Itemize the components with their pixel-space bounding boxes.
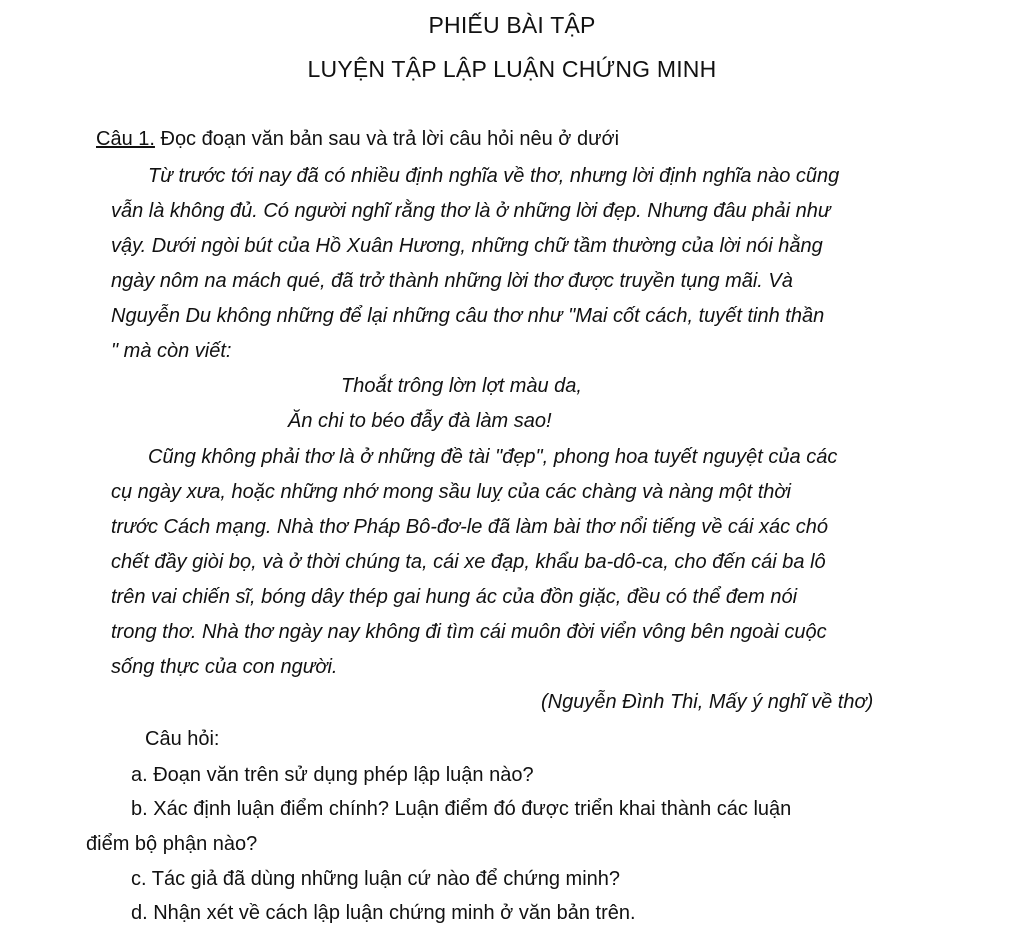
question-1-number: Câu 1. — [96, 128, 155, 150]
passage-line: vẫn là không đủ. Có người nghĩ rằng thơ là ở những lời đẹp. Nhưng đâu phải như — [111, 200, 831, 222]
passage-line: sống thực của con người. — [111, 656, 338, 678]
poem-line: Ăn chi to béo đẫy đà làm sao! — [288, 410, 552, 432]
passage-line: vậy. Dưới ngòi bút của Hồ Xuân Hương, những chữ tầm thường của lời nói hằng — [111, 235, 823, 257]
passage-line: " mà còn viết: — [111, 340, 232, 362]
question-b-continued: điểm bộ phận nào? — [86, 833, 258, 855]
worksheet-subtitle: LUYỆN TẬP LẬP LUẬN CHỨNG MINH — [307, 56, 717, 82]
question-a: a. Đoạn văn trên sử dụng phép lập luận nào? — [131, 764, 534, 786]
question-b: b. Xác định luận điểm chính? Luận điểm đó được triển khai thành các luận — [131, 798, 792, 820]
question-d: d. Nhận xét về cách lập luận chứng minh ở văn bản trên. — [131, 902, 636, 924]
question-1-prompt: Đọc đoạn văn bản sau và trả lời câu hỏi nêu ở dưới — [154, 128, 620, 150]
worksheet-title: PHIẾU BÀI TẬP — [428, 12, 596, 38]
passage-line: trong thơ. Nhà thơ ngày nay không đi tìm cái muôn đời viển vông bên ngoài cuộc — [111, 621, 827, 643]
passage-line: Nguyễn Du không những để lại những câu thơ như "Mai cốt cách, tuyết tinh thần — [111, 305, 825, 327]
passage-line: Từ trước tới nay đã có nhiều định nghĩa về thơ, nhưng lời định nghĩa nào cũng — [148, 165, 840, 187]
passage-line: Cũng không phải thơ là ở những đề tài "đẹp", phong hoa tuyết nguyệt của các — [148, 446, 838, 468]
passage-line: trước Cách mạng. Nhà thơ Pháp Bô-đơ-le đã làm bài thơ nổi tiếng về cái xác chó — [111, 516, 828, 538]
questions-label: Câu hỏi: — [145, 728, 220, 750]
passage-source: (Nguyễn Đình Thi, Mấy ý nghĩ về thơ) — [541, 691, 874, 713]
passage-line: trên vai chiến sĩ, bóng dây thép gai hung ác của đồn giặc, đều có thể đem nói — [111, 586, 798, 608]
passage-line: ngày nôm na mách qué, đã trở thành những lời thơ được truyền tụng mãi. Và — [111, 270, 793, 292]
passage-line: chết đầy giòi bọ, và ở thời chúng ta, cái xe đạp, khẩu ba-dô-ca, cho đến cái ba lô — [111, 551, 826, 573]
poem-line: Thoắt trông lờn lợt màu da, — [341, 375, 582, 397]
passage-line: cụ ngày xưa, hoặc những nhớ mong sầu luỵ của các chàng và nàng một thời — [111, 481, 791, 503]
question-1-heading — [96, 128, 619, 151]
question-c: c. Tác giả đã dùng những luận cứ nào để chứng minh? — [131, 868, 621, 890]
